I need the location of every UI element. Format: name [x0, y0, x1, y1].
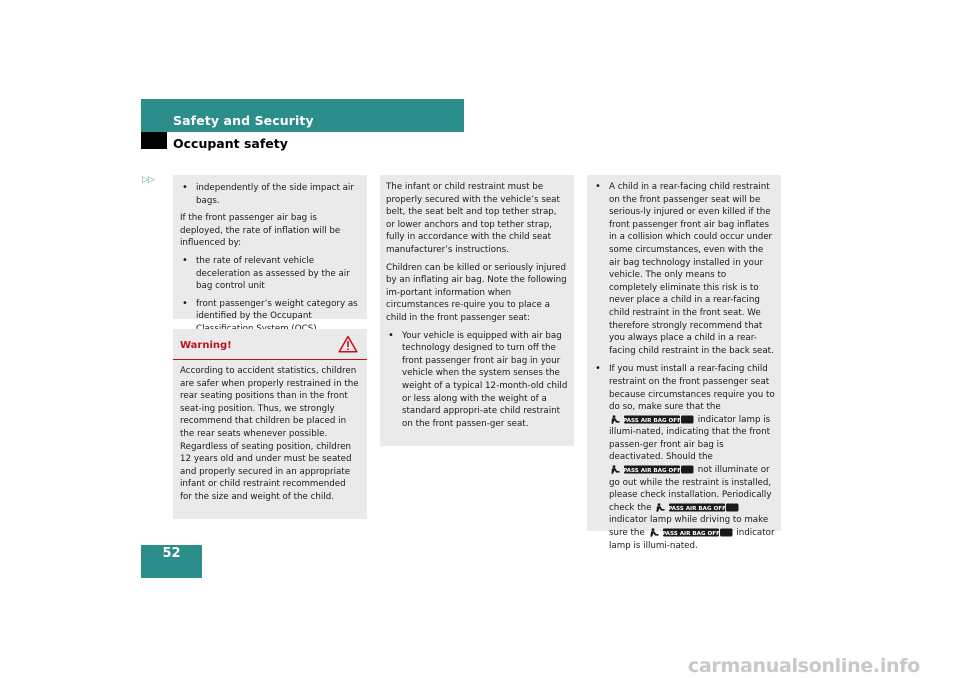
section-title: Safety and Security: [173, 113, 314, 128]
bullet-item: • front passenger’s weight category as identified by the Occupant: [180, 298, 360, 336]
paragraph: If the front passenger air bag is deployed, the rate of inflation will be influenced by:: [180, 213, 341, 249]
text-run: indicator lamp is illumi-nated.: [609, 528, 775, 551]
continued-mark: ▷▷: [142, 175, 154, 185]
text-run: indicator lamp is illumi-nated, indicating that the front passen-ger front air bag is deactivated. Should the: [609, 414, 771, 463]
lamp-label: PASS AIR BAG OFF: [661, 531, 720, 538]
text-run: not illuminate or go out while the restraint is installed, please check installation. Periodically check the: [609, 465, 772, 513]
paragraph: Children can be killed or seriously injured by an inflating air bag. Note the following im-portant information when circumstances re-quire you to place a child in the front passenger seat:: [386, 262, 567, 323]
column2-box: [380, 175, 574, 446]
pass-air-bag-off-lamp-icon: [610, 415, 694, 424]
pass-air-bag-off-lamp-icon: [649, 528, 733, 537]
warning-header: [173, 329, 367, 360]
subsection-marker: [141, 132, 167, 149]
warning-triangle-icon: [338, 335, 358, 353]
watermark: carmanualsonline.info: [687, 655, 920, 677]
paragraph: The infant or child restraint must be properly secured with the vehicle’s seat belt, the seat belt and top tether strap, or lower anchors and top tether strap, fully in accordance with the child seat manufacturer’s instructions.: [386, 182, 560, 255]
lamp-label: PASS AIR BAG OFF: [668, 505, 727, 512]
column3-box: [587, 175, 781, 551]
text-run: indicator lamp while driving to make sure the: [609, 515, 769, 539]
bullet-item: • Your vehicle is equipped with air bag technology designed to turn off the front passenger front air bag in your vehicle when the system senses the weight of a typical 12-month-old child or less along with the weight of a standard appropri-ate child restraint on the front passen-ger seat.: [386, 330, 568, 431]
lamp-label: PASS AIR BAG OFF: [623, 468, 681, 475]
bullet-item: [593, 363, 775, 552]
warning-title: Warning!: [180, 340, 232, 351]
bullet-item: • independently of the side impact air bags.: [180, 182, 360, 207]
warning-body: According to accident statistics, children are safer when properly restrained in the rear seating positions than in the front seat-ing position. Thus, we strongly recommend that children be placed in the rear seats whenever possible. Regardless of seating position, children 12 years old and under must be seated and properly secured in an appropriate infant or child restraint recommended for the size and weight of the child.: [180, 366, 359, 502]
text-run: If you must install a rear-facing child restraint on the front passenger seat because circumstances require you to do so, make sure that the: [609, 364, 775, 413]
lamp-label: PASS AIR BAG OFF: [623, 417, 681, 424]
pass-air-bag-off-lamp-icon: [610, 465, 694, 474]
column1-box: [173, 175, 367, 322]
subsection-title: Occupant safety: [173, 136, 288, 151]
bullet-item: • the rate of relevant vehicle deceleration as assessed by the air bag control unit: [180, 255, 360, 293]
page-number: 52: [141, 545, 202, 578]
pass-air-bag-off-lamp-icon: [655, 503, 739, 512]
warning-box: [173, 329, 367, 519]
bullet-item: • A child in a rear-facing child restraint on the front passenger seat will be serious-ly injured or even killed if the front passenger front air bag inflates in a collision which could occur under some circumstances, even with the air bag technology installed in your vehicle. The only means to completely eliminate this risk is to never place a child in a rear-facing child restraint in the front seat. We therefore strongly recommend that you always place a child in a rear-facing child restraint in the back seat.: [593, 181, 775, 357]
